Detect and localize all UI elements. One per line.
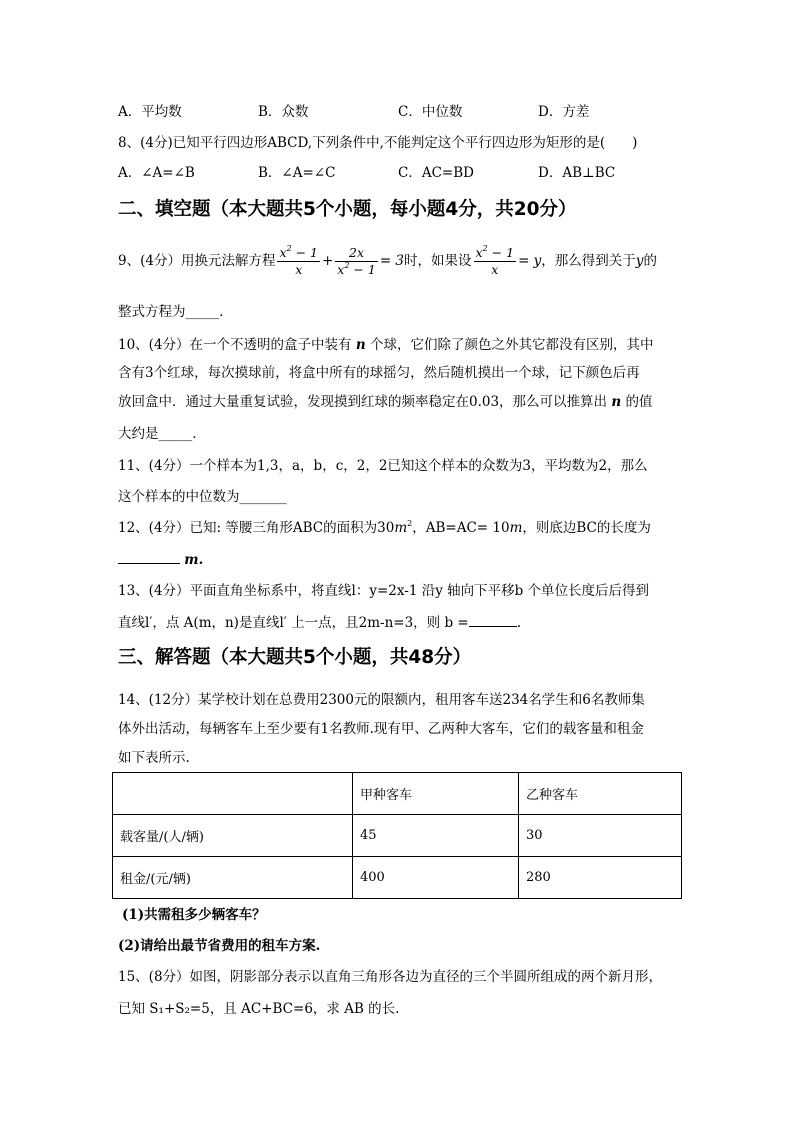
table-header-cell: 甲种客车	[353, 773, 519, 815]
q9-suffix: ，那么得到关于	[541, 253, 636, 269]
table-header-row	[113, 773, 682, 815]
q9-fraction-1: $\frac{x^2 - 1}{x}$	[279, 244, 318, 277]
q11-line-2: 这个样本的中位数为_______	[118, 489, 287, 505]
q10-line-2: 含有3个红球，每次摸球前，将盒中所有的球摇匀，然后随机摸出一个球，记下颜色后再	[118, 365, 640, 381]
q9-mid: 时，如果设	[404, 253, 472, 269]
table-cell: 30	[519, 815, 682, 857]
q9-plus: +	[321, 253, 334, 269]
table-row	[113, 815, 682, 857]
q9-line-2: 整式方程为_____．	[118, 304, 233, 320]
q7-option-a: A．平均数	[118, 104, 182, 120]
q8-stem: 8、(4分)已知平行四边形ABCD,下列条件中,不能判定这个平行四边形为矩形的是( )	[118, 135, 638, 151]
table-cell: 租金/(元/辆)	[113, 857, 353, 899]
q10-line-3: 放回盒中．通过大量重复试验，发现摸到红球的频率稳定在0.03，那么可以推算出 n 的值	[118, 394, 653, 410]
q9-suffix-2: 的	[643, 253, 657, 269]
q9-prefix: 9、(4分）用换元法解方程	[118, 253, 276, 269]
q8-option-a: A．∠A=∠B	[118, 165, 195, 181]
q12-line-1: 12、(4分）已知: 等腰三角形ABC的面积为$30m^2$，AB=AC= 10m，则底边BC的长度为	[118, 519, 651, 536]
q8-option-d: D．AB⊥BC	[538, 165, 616, 181]
q12-line-2: m.	[118, 550, 203, 570]
table-header-cell: 乙种客车	[519, 773, 682, 815]
q13-line-2: 直线l′，点 A(m，n)是直线l′ 上一点，且2m-n=3，则 b = .	[118, 615, 522, 631]
table-cell: 280	[519, 857, 682, 899]
q14-sub-1: (1)共需租多少辆客车？	[122, 907, 266, 923]
rental-table	[112, 772, 682, 899]
table-row	[113, 857, 682, 899]
q8-option-b: B．∠A=∠C	[258, 165, 336, 181]
table-header-cell	[113, 773, 353, 815]
q11-line-1: 11、(4分）一个样本为1,3，a，b，c，2，2已知这个样本的众数为3，平均数为2，那么	[118, 458, 648, 474]
q9-equals-3: = 3	[379, 253, 405, 269]
q7-option-b: B．众数	[258, 104, 309, 120]
q7-option-c: C．中位数	[398, 104, 463, 120]
q14-sub-2: (2)请给出最节省费用的租车方案.	[118, 938, 321, 954]
q14-line-3: 如下表所示.	[118, 750, 190, 766]
table-cell: 载客量/(人/辆)	[113, 815, 353, 857]
section-3-heading: 三、解答题（本大题共5个小题，共48分）	[118, 647, 472, 668]
q9-fraction-3: $\frac{x^2 - 1}{x}$	[475, 244, 515, 277]
table-cell: 400	[353, 857, 519, 899]
q9-equals-y: = y	[518, 253, 542, 269]
q9-variable: y	[635, 253, 644, 269]
table-cell: 45	[353, 815, 519, 857]
q14-line-2: 体外出活动，每辆客车上至少要有1名教师.现有甲、乙两种大客车，它们的载客量和租金	[118, 721, 644, 737]
q7-option-d: D．方差	[538, 104, 590, 120]
q9-line-1	[118, 244, 657, 278]
q10-line-1: 10、(4分）在一个不透明的盒子中装有 n 个球，它们除了颜色之外其它都没有区别，其中	[118, 337, 654, 353]
q9-fraction-2: $\frac{2x}{x^2 - 1}$	[337, 245, 376, 277]
q10-line-4: 大约是_____．	[118, 426, 206, 442]
q13-line-1: 13、(4分）平面直角坐标系中，将直线l：y=2x-1 沿y 轴向下平移b 个单位长度后后得到	[118, 583, 650, 599]
q15-line-2: 已知 S₁+S₂=5，且 AC+BC=6，求 AB 的长.	[118, 1001, 400, 1017]
section-2-heading: 二、填空题（本大题共5个小题，每小题4分，共20分）	[118, 199, 577, 220]
q14-line-1: 14、(12分）某学校计划在总费用2300元的限额内，租用客车送234名学生和6名教师集	[118, 692, 645, 708]
q15-line-1: 15、(8分）如图，阴影部分表示以直角三角形各边为直径的三个半圆所组成的两个新月形，	[118, 969, 663, 985]
q8-option-c: C．AC=BD	[398, 165, 474, 181]
